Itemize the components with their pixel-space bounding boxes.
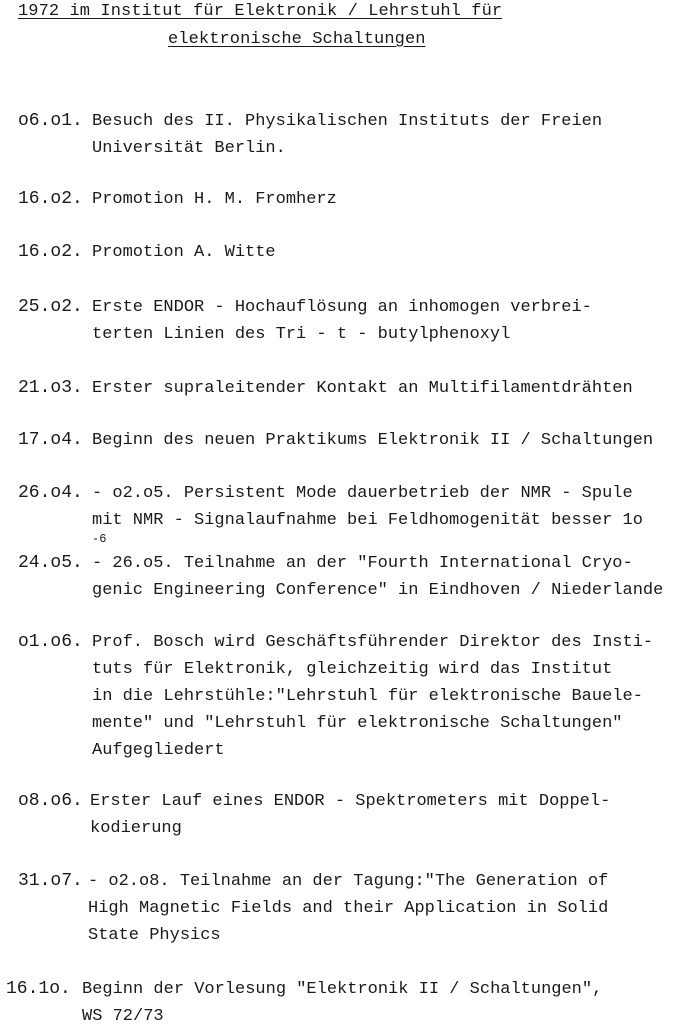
entry-text [92,108,602,162]
entry-date: 16.o2. [18,242,83,262]
entry-line: terten Linien des Tri - t - butylphenoxyl [92,325,511,344]
entry-line: WS 72/73 [82,1007,164,1026]
entry-text [88,868,608,949]
entry-line: - o2.o5. Persistent Mode dauerbetrieb der NMR - Spule [92,484,633,503]
entry-text [92,375,633,402]
entry-date: 16.o2. [18,189,83,209]
entry-text [82,976,602,1030]
entry-line: Erster supraleitender Kontakt an Multifilamentdrähten [92,379,633,398]
entry-line: in die Lehrstühle:"Lehrstuhl für elektronische Bauele- [92,687,643,706]
entry-line: Besuch des II. Physikalischen Instituts der Freien [92,112,603,131]
entry-line: kodierung [90,819,182,838]
entry-date: 16.1o. [6,979,71,999]
entry-line: genic Engineering Conference" in Eindhoven / Niederlande [92,581,664,600]
entry-line-text: mit NMR - Signalaufnahme bei Feldhomogenität besser 1o [92,511,643,530]
entry-text [90,788,610,842]
entry-date: o8.o6. [18,791,83,811]
entry-text [92,186,337,213]
entry-text [92,427,653,454]
entry-line: Erster Lauf eines ENDOR - Spektrometers mit Doppel- [90,792,611,811]
entry-line: tuts für Elektronik, gleichzeitig wird das Institut [92,660,613,679]
entry-text [92,294,592,348]
entry-line: Promotion A. Witte [92,243,276,262]
entry-date: o1.o6. [18,632,83,652]
entry-line: - 26.o5. Teilnahme an der "Fourth International Cryo- [92,554,633,573]
entry-date: 24.o5. [18,553,83,573]
exponent: -6 [92,532,107,546]
entry-text [92,239,276,266]
entry-line: State Physics [88,926,221,945]
entry-line: Universität Berlin. [92,139,286,158]
entry-line: High Magnetic Fields and their Application in Solid [88,899,609,918]
entry-date: o6.o1. [18,111,83,131]
entry-text [92,629,653,764]
entry-line: Prof. Bosch wird Geschäftsführender Direktor des Insti- [92,633,654,652]
entry-line: Beginn des neuen Praktikums Elektronik II / Schaltungen [92,431,654,450]
entry-line: Erste ENDOR - Hochauflösung an inhomogen verbrei- [92,298,592,317]
entry-line: mente" und "Lehrstuhl für elektronische Schaltungen" [92,714,623,733]
entry-line: Aufgegliedert [92,741,225,760]
document-title-line-2: elektronische Schaltungen [168,30,426,49]
entry-date: 25.o2. [18,297,83,317]
entry-text [92,480,643,561]
entry-date: 17.o4. [18,430,83,450]
entry-line: - o2.o8. Teilnahme an der Tagung:"The Generation of [88,872,609,891]
entry-line: Beginn der Vorlesung "Elektronik II / Schaltungen", [82,980,603,999]
entry-text [92,550,663,604]
entry-line: Promotion H. M. Fromherz [92,190,337,209]
entry-date: 31.o7. [18,871,83,891]
entry-date: 21.o3. [18,378,83,398]
entry-date: 26.o4. [18,483,83,503]
document-title-line-1: 1972 im Institut für Elektronik / Lehrstuhl für [18,2,503,21]
